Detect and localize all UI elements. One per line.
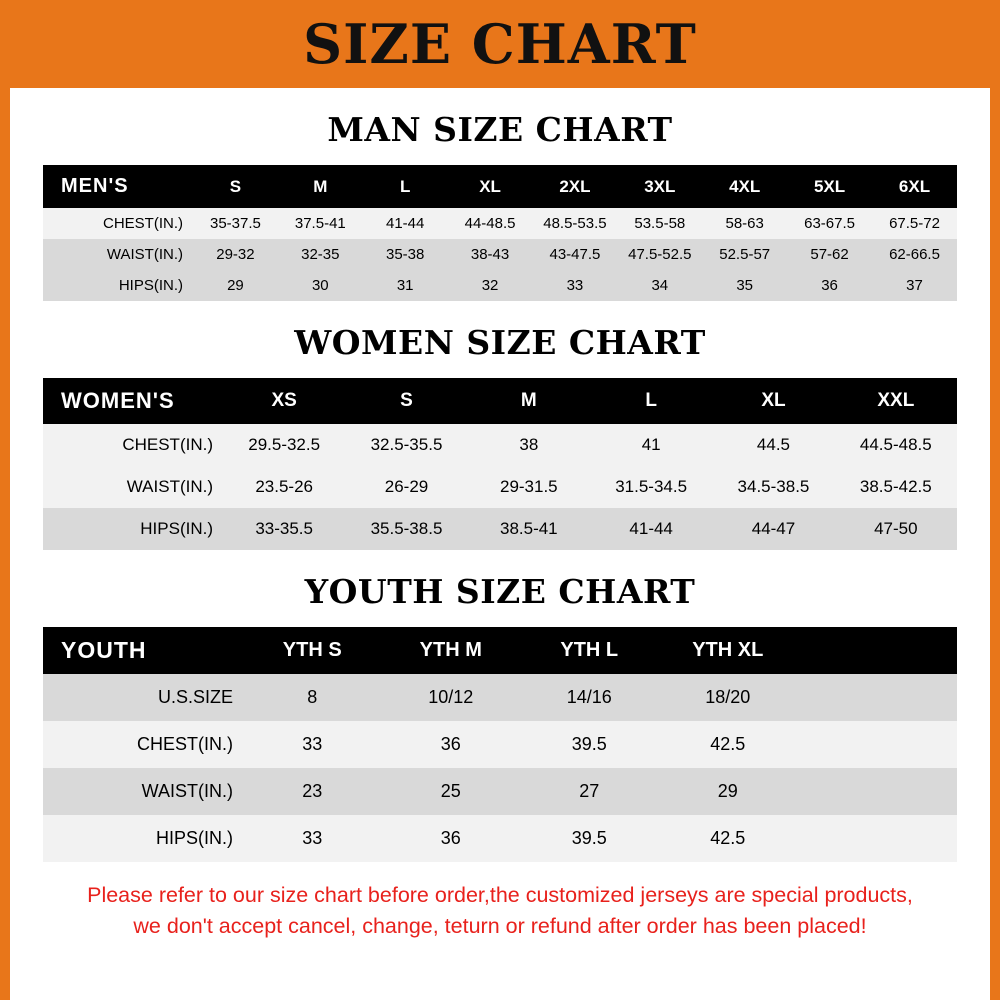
- row-label: WAIST(IN.): [106, 246, 183, 263]
- cell: 33-35.5: [255, 519, 313, 538]
- row-label: HIPS(IN.): [118, 277, 183, 294]
- men-size-table: [43, 165, 957, 301]
- banner-title: SIZE CHART: [303, 12, 697, 76]
- youth-section: [10, 572, 990, 862]
- cell: 43-47.5: [549, 246, 601, 263]
- column-header: YTH XL: [692, 639, 764, 661]
- cell: 25: [440, 781, 461, 801]
- cell: 31.5-34.5: [615, 477, 688, 496]
- cell: [797, 674, 957, 721]
- column-header: MEN'S: [61, 175, 129, 197]
- cell: 33: [302, 828, 323, 848]
- column-header: XXL: [877, 390, 915, 411]
- cell: 63-67.5: [804, 215, 855, 232]
- cell: 34.5-38.5: [737, 477, 810, 496]
- table-row: [43, 721, 957, 768]
- table-row: [43, 508, 957, 550]
- cell: 37.5-41: [294, 215, 346, 232]
- column-header: YTH L: [560, 639, 619, 661]
- cell: 30: [311, 277, 329, 294]
- table-row: [43, 768, 957, 815]
- column-header: YTH M: [419, 639, 482, 661]
- cell: 33: [302, 734, 323, 754]
- column-header: S: [400, 390, 413, 411]
- column-header: XL: [479, 176, 501, 196]
- cell: 29-32: [216, 246, 255, 263]
- cell: [797, 768, 957, 815]
- cell: 39.5: [571, 734, 607, 754]
- cell: 38-43: [470, 246, 510, 263]
- row-label: U.S.SIZE: [157, 687, 233, 707]
- column-header: M: [313, 176, 328, 196]
- cell: 37: [906, 277, 923, 294]
- cell: 26-29: [384, 477, 429, 496]
- cell: 38: [519, 435, 539, 454]
- column-header: 2XL: [559, 176, 591, 196]
- youth-section-title: YOUTH SIZE CHART: [304, 572, 696, 611]
- cell: 35.5-38.5: [370, 519, 443, 538]
- men-section-title: MAN SIZE CHART: [327, 110, 673, 149]
- column-header: M: [520, 390, 537, 411]
- cell: 8: [307, 687, 318, 707]
- cell: 57-62: [810, 246, 849, 263]
- cell: 41-44: [629, 519, 673, 538]
- cell: 41: [641, 435, 661, 454]
- column-header: XS: [271, 390, 297, 411]
- cell: 44-48.5: [464, 215, 516, 232]
- table-row: [43, 815, 957, 862]
- table-header-row: [43, 627, 957, 674]
- column-header: L: [645, 390, 657, 411]
- cell: 41-44: [386, 215, 425, 232]
- column-header: 6XL: [898, 176, 931, 196]
- cell: 39.5: [571, 828, 607, 848]
- column-header: 3XL: [644, 176, 676, 196]
- cell: 58-63: [725, 215, 764, 232]
- table-row: [43, 466, 957, 508]
- cell: 32-35: [301, 246, 340, 263]
- cell: 27: [579, 781, 600, 801]
- table-row: [43, 270, 957, 301]
- cell: 52.5-57: [719, 246, 771, 263]
- cell: 42.5: [710, 734, 746, 754]
- cell: 31: [396, 277, 414, 294]
- footnote-line-1: Please refer to our size chart before order,the customized jerseys are special products,: [87, 883, 913, 907]
- cell: 38.5-42.5: [859, 477, 932, 496]
- footnote-line-2: we don't accept cancel, change, teturn or refund after order has been placed!: [133, 914, 867, 939]
- cell: 44.5-48.5: [859, 435, 932, 454]
- women-section: [10, 323, 990, 550]
- row-label: WAIST(IN.): [141, 781, 233, 801]
- column-header: [797, 627, 957, 674]
- column-header: 5XL: [813, 176, 846, 196]
- table-header-row: [43, 378, 957, 424]
- cell: [797, 815, 957, 862]
- cell: 29: [717, 781, 738, 801]
- cell: 44.5: [756, 435, 791, 454]
- column-header: XL: [761, 390, 786, 411]
- cell: 35: [736, 277, 754, 294]
- cell: 23: [302, 781, 323, 801]
- cell: 47-50: [874, 519, 918, 538]
- women-size-table: [43, 378, 957, 550]
- cell: [797, 721, 957, 768]
- cell: 48.5-53.5: [543, 215, 607, 232]
- cell: 14/16: [566, 687, 612, 707]
- cell: 34: [651, 277, 669, 294]
- cell: 36: [821, 277, 838, 294]
- youth-size-table: [43, 627, 957, 862]
- cell: 29-31.5: [499, 477, 558, 496]
- cell: 53.5-58: [634, 215, 686, 232]
- cell: 36: [440, 734, 461, 754]
- row-label: WAIST(IN.): [126, 477, 213, 496]
- footnote: [10, 862, 990, 942]
- cell: 32.5-35.5: [370, 435, 443, 454]
- cell: 62-66.5: [889, 246, 940, 263]
- column-header: YTH S: [282, 639, 342, 661]
- column-header: L: [399, 176, 411, 196]
- row-label: CHEST(IN.): [137, 734, 233, 754]
- column-header: WOMEN'S: [61, 388, 175, 413]
- table-row: [43, 424, 957, 466]
- cell: 29: [227, 277, 244, 294]
- row-label: CHEST(IN.): [103, 215, 183, 232]
- table-header-row: [43, 165, 957, 208]
- cell: 67.5-72: [889, 215, 940, 232]
- column-header: 4XL: [729, 176, 761, 196]
- cell: 10/12: [428, 687, 474, 707]
- cell: 35-38: [386, 246, 425, 263]
- table-row: [43, 674, 957, 721]
- cell: 23.5-26: [255, 477, 313, 496]
- cell: 44-47: [751, 519, 796, 538]
- cell: 32: [481, 277, 499, 294]
- cell: 36: [440, 828, 461, 848]
- men-section: [10, 110, 990, 301]
- table-row: [43, 239, 957, 270]
- table-row: [43, 208, 957, 239]
- cell: 29.5-32.5: [248, 435, 321, 454]
- cell: 33: [566, 277, 584, 294]
- row-label: CHEST(IN.): [122, 435, 213, 454]
- cell: 38.5-41: [499, 519, 558, 538]
- column-header: S: [229, 176, 242, 196]
- cell: 18/20: [705, 687, 751, 707]
- row-label: HIPS(IN.): [155, 828, 233, 848]
- cell: 47.5-52.5: [628, 246, 692, 263]
- cell: 42.5: [710, 828, 746, 848]
- women-section-title: WOMEN SIZE CHART: [294, 323, 706, 362]
- cell: 35-37.5: [210, 215, 261, 232]
- row-label: HIPS(IN.): [140, 519, 213, 538]
- banner: [0, 0, 1000, 88]
- column-header: YOUTH: [61, 637, 147, 663]
